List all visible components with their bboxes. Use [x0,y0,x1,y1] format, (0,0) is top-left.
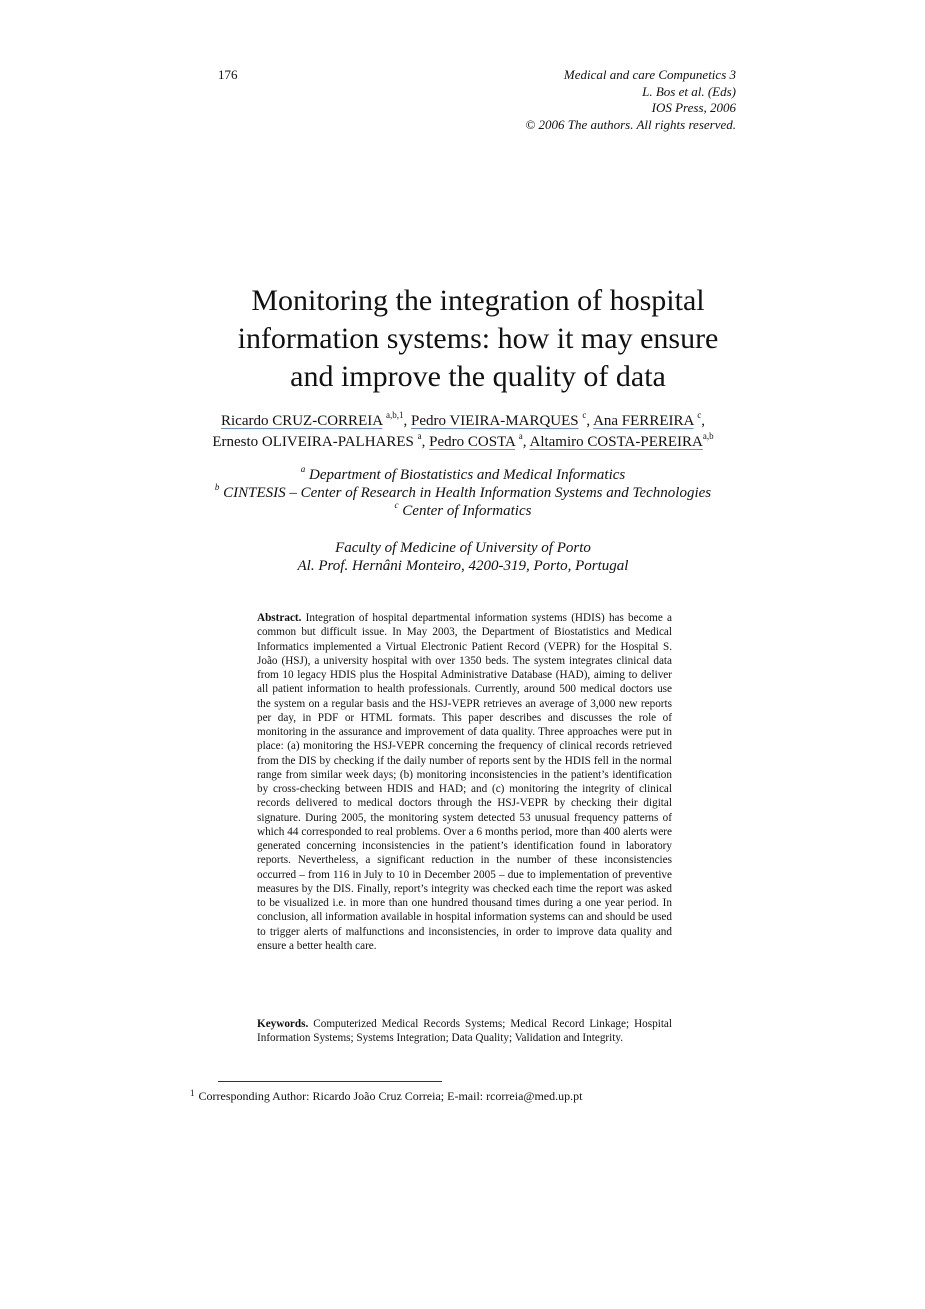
author-affiliation-mark: a [417,431,422,441]
author-link[interactable]: Pedro COSTA [429,434,516,450]
affiliation [150,466,776,484]
author-link[interactable]: Pedro VIEIRA-MARQUES [410,413,579,429]
affiliation-mark: b [214,482,220,492]
affiliation [150,484,776,502]
title-line: Monitoring the integration of hospital [251,284,705,317]
author-link[interactable]: Ana FERREIRA [593,413,694,429]
institution-street: Al. Prof. Hernâni Monteiro, 4200-319, Porto, Portugal [297,558,629,574]
affiliation-mark: c [394,500,399,510]
page-number: 176 [218,67,238,82]
author-name: Ernesto OLIVEIRA-PALHARES [212,434,414,450]
editors: L. Bos et al. (Eds) [642,83,736,99]
affiliation-text: CINTESIS – Center of Research in Health Information Systems and Technologies [223,485,712,501]
author-link[interactable]: Altamiro COSTA-PEREIRA [529,434,703,450]
title-line: information systems: how it may ensure [237,322,719,355]
author-affiliation-mark: c [582,410,587,420]
abstract-text: Integration of hospital departmental information systems (HDIS) has become a common but difficult issue. In May 2003, the Department of Biostatistics and Medical Informatics implemented a Virtual Electronic Patient Record (VEPR) for the Hospital S. João (HSJ), a university hospital with over 1350 beds. The system integrates clinical data from 10 legacy HDIS plus the Hospital Administrative Database (HAD), aiming to deliver all patient information to health professionals. Currently, around 500 medical doctors use the system on a regular basis and the HSJ-VEPR retrieves an average of 3,000 new reports per day, in PDF or HTML formats. This paper describes and discusses the role of monitoring in the assurance and improvement of data quality. Three approaches were put in place: (a) monitoring the HSJ-VEPR concerning the frequency of clinical records retrieved from the DIS by checking if the daily number of reports sent by the HDIS fell in the normal range from similar week days; (b) monitoring inconsistencies in the patient’s identification by cross-checking between HDIS and HAD; and (c) monitoring the integrity of clinical records delivered to medical doctors through the HSJ-VEPR by checking their digital signature. During 2005, the monitoring system detected 53 unusual frequency patterns of which 44 corresponded to real problems. Over a 6 months period, more than 400 alerts were generated concerning inconsistencies in the patient’s identification found in laboratory reports. Nevertheless, a significant reduction in the number of these inconsistencies occurred – from 116 in July to 10 in December 2005 – due to implementation of preventive measures by the DIS. Finally, report’s integrity was checked each time the report was asked to be visualized i.e. in more than one hundred thousand times during a one year period. In conclusion, all information available in hospital information systems can and should be used to trigger alerts of malfunctions and inconsistencies, in order to improve data quality and ensure a better health care. [257,612,672,952]
author-affiliation-mark: a [518,431,523,441]
institution-name: Faculty of Medicine of University of Porto [335,540,591,556]
affiliation [150,502,776,520]
author-affiliation-mark: c [697,410,702,420]
footnote-text: Corresponding Author: Ricardo João Cruz Correia; E-mail: rcorreia@med.up.pt [198,1089,583,1103]
affiliation-text: Department of Biostatistics and Medical Informatics [309,467,626,483]
footnote-mark: 1 [190,1088,195,1098]
running-header [416,67,736,133]
paper-title [190,282,766,396]
affiliations [150,466,776,520]
abstract [257,611,672,953]
keywords [257,1017,672,1046]
author-affiliation-mark: a,b,1 [385,410,404,420]
author-list [150,411,776,453]
footnote [190,1089,582,1104]
affiliation-text: Center of Informatics [402,503,532,519]
affiliation-mark: a [300,464,306,474]
author-line: Ernesto OLIVEIRA-PALHARES $^a$, Pedro COSTA $^a$, Altamiro COSTA-PEREIRA$^{a,b}$ [212,431,714,450]
title-line: and improve the quality of data [290,360,666,393]
publisher: IOS Press, 2006 [651,100,736,115]
keywords-text: Computerized Medical Records Systems; Medical Record Linkage; Hospital Information Systems; Systems Integration; Data Quality; Validation and Integrity. [257,1018,673,1045]
footnote-divider [218,1081,442,1082]
abstract-label: Abstract. [257,612,302,624]
copyright-notice: © 2006 The authors. All rights reserved. [525,116,736,132]
author-link[interactable]: Ricardo CRUZ-CORREIA [220,413,383,429]
institution-address [150,539,776,575]
author-line: Ricardo CRUZ-CORREIA $^{a,b,1}$, Pedro VIEIRA-MARQUES $^c$, Ana FERREIRA $^c$, [220,410,705,429]
keywords-label: Keywords. [257,1018,309,1030]
journal-name: Medical and care Compunetics 3 [563,67,736,82]
author-affiliation-mark: a,b [702,431,714,441]
